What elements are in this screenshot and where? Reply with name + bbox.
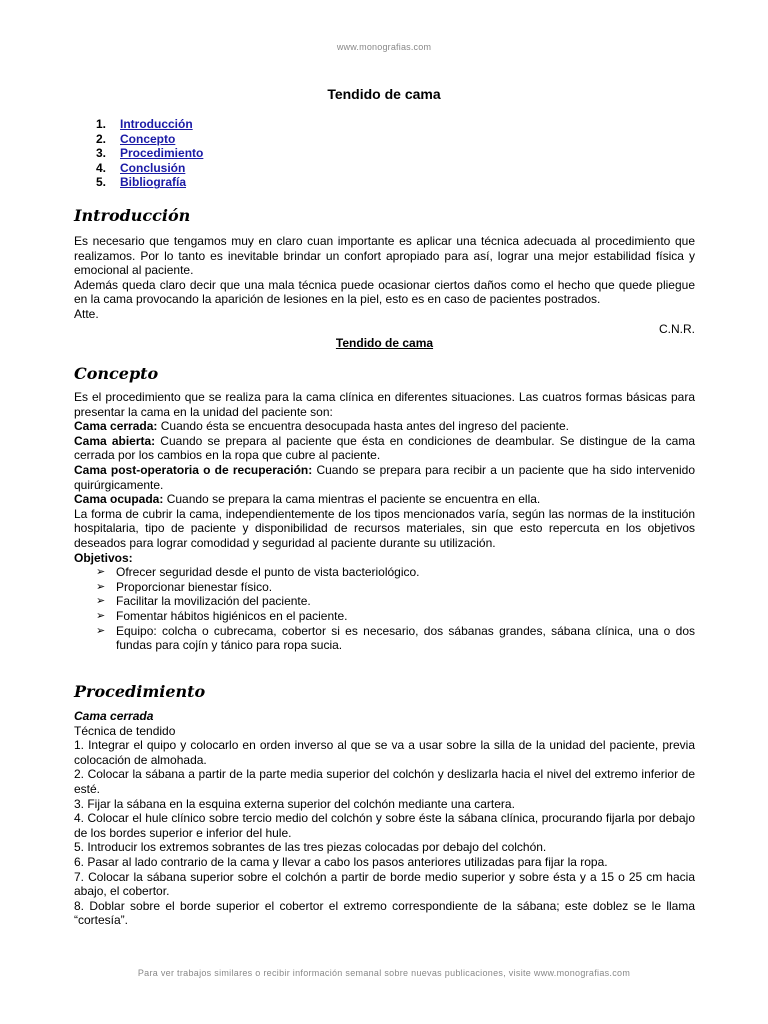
objetivos-label bbox=[74, 551, 695, 566]
list-item: ➢ Proporcionar bienestar físico. bbox=[96, 580, 695, 595]
toc-number: 1. bbox=[96, 117, 107, 131]
procedimiento-step: 3. Fijar la sábana en la esquina externa superior del colchón mediante una cartera. bbox=[74, 796, 515, 811]
toc-link-bibliografia[interactable]: Bibliografía bbox=[120, 175, 187, 190]
procedimiento-step: 2. Colocar la sábana a partir de la parte media superior del colchón y deslizarla hacia el nivel del extremo inferior de esté. bbox=[74, 767, 695, 796]
toc-link-concepto[interactable]: Concepto bbox=[120, 131, 176, 146]
toc-item bbox=[96, 132, 203, 147]
toc-item bbox=[96, 161, 203, 176]
concepto-paragraph-1: Es el procedimiento que se realiza para la cama clínica en diferentes situaciones. Las cuatros formas básicas para presentar la cama en la unidad del paciente son: bbox=[74, 390, 695, 419]
concepto-cama-cerrada bbox=[74, 419, 695, 434]
concepto-cama-ocupada bbox=[74, 492, 695, 507]
list-item: ➢ Ofrecer seguridad desde el punto de vista bacteriológico. bbox=[96, 565, 695, 580]
intro-paragraph-2: Además queda claro decir que una mala técnica puede ocasionar ciertos daños como el hecho que quede pliegue en la cama provocando la aparición de lesiones en la piel, esto es en caso de pacientes postrados. bbox=[74, 277, 695, 307]
objetivos-label-text: Objetivos: bbox=[74, 550, 133, 565]
cama-postop-label: Cama post-operatoria o de recuperación: bbox=[74, 462, 313, 477]
concepto-cama-abierta bbox=[74, 434, 695, 463]
cama-ocupada-label: Cama ocupada: bbox=[74, 492, 164, 507]
toc-link-procedimiento[interactable]: Procedimiento bbox=[120, 146, 204, 161]
section-procedimiento bbox=[74, 709, 695, 928]
cama-postop-text: Cuando se prepara para recibir a un paciente que ha sido intervenido quirúrgicamente. bbox=[74, 462, 695, 492]
heading-procedimiento: Procedimiento bbox=[74, 682, 206, 701]
page-header-url: www.monografias.com bbox=[336, 42, 432, 52]
list-item: ➢ Fomentar hábitos higiénicos en el paciente. bbox=[96, 609, 695, 624]
procedimiento-subheading: Cama cerrada bbox=[74, 709, 154, 723]
cama-cerrada-text: Cuando ésta se encuentra desocupada hasta antes del ingreso del paciente. bbox=[157, 419, 570, 434]
toc-number: 5. bbox=[96, 175, 107, 190]
toc-item bbox=[96, 175, 203, 190]
section-introduccion bbox=[74, 234, 695, 351]
cama-ocupada-text: Cuando se prepara la cama mientras el paciente se encuentra en ella. bbox=[163, 492, 541, 507]
intro-signature: C.N.R. bbox=[659, 321, 695, 336]
page-footer: Para ver trabajos similares o recibir información semanal sobre nuevas publicaciones, visite www.monografias.com bbox=[137, 968, 631, 978]
procedimiento-step: 7. Colocar la sábana superior sobre el colchón a partir de borde medio superior y sobre ésta y a 15 o 25 cm hacia abajo, el cobertor. bbox=[74, 869, 695, 899]
heading-introduccion: Introducción bbox=[74, 206, 191, 225]
procedimiento-step: 8. Doblar sobre el borde superior el cobertor el extremo correspondiente de la sábana; este doblez se le llama “cortesía”. bbox=[74, 898, 695, 928]
intro-paragraph-1: Es necesario que tengamos muy en claro cuan importante es aplicar una técnica adecuada al procedimiento que realizamos. Por lo tanto es inevitable brindar un confort apropiado para así, lograr una mejor estabilidad física y emocional al paciente. bbox=[74, 234, 695, 278]
list-item: ➢ Facilitar la movilización del paciente. bbox=[96, 594, 695, 609]
procedimiento-step: 1. Integrar el quipo y colocarlo en orden inverso al que se va a usar sobre la silla de la unidad del paciente, previa colocación de almohada. bbox=[74, 738, 695, 767]
intro-atte: Atte. bbox=[74, 306, 99, 321]
cama-abierta-text: Cuando se prepara al paciente que ésta en condiciones de deambular. Se distingue de la cama cerrada por los cambios en la ropa que cubre al paciente. bbox=[74, 433, 695, 463]
procedimiento-step: 4. Colocar el hule clínico sobre tercio medio del colchón y sobre éste la sábana clínica, procurando fijarla por debajo de los bordes superior e inferior del hule. bbox=[74, 811, 695, 840]
objetivos-list bbox=[74, 565, 695, 653]
toc-link-conclusion[interactable]: Conclusión bbox=[120, 160, 186, 175]
concepto-cama-postop bbox=[74, 463, 695, 492]
cama-cerrada-label: Cama cerrada: bbox=[74, 419, 158, 434]
toc-number: 3. bbox=[96, 146, 107, 161]
document-title: Tendido de cama bbox=[327, 86, 441, 102]
procedimiento-step: 5. Introducir los extremos sobrantes de las tres piezas colocadas por debajo del colchón. bbox=[74, 840, 547, 855]
toc-number: 2. bbox=[96, 131, 107, 146]
toc-item bbox=[96, 117, 203, 132]
heading-concepto: Concepto bbox=[74, 364, 159, 383]
procedimiento-step: 6. Pasar al lado contrario de la cama y llevar a cabo los pasos anteriores utilizadas para fijar la ropa. bbox=[74, 854, 608, 869]
procedimiento-tecnica: Técnica de tendido bbox=[74, 723, 176, 738]
cama-abierta-label: Cama abierta: bbox=[74, 433, 156, 448]
toc-item bbox=[96, 146, 203, 161]
toc-number: 4. bbox=[96, 160, 107, 175]
concepto-paragraph-2: La forma de cubrir la cama, independientemente de los tipos mencionados varía, según las normas de la institución hospitalaria, tipo de paciente y disponibilidad de recursos materiales, sin que esto repercuta en los objetivos deseados para lograr comodidad y seguridad al paciente durante su utilización. bbox=[74, 506, 695, 550]
section-concepto bbox=[74, 390, 695, 653]
table-of-contents bbox=[96, 117, 203, 190]
list-item: ➢ Equipo: colcha o cubrecama, cobertor si es necesario, dos sábanas grandes, sábana clínica, una o dos fundas para cojín y tánico para ropa sucia. bbox=[96, 624, 695, 653]
toc-link-introduccion[interactable]: Introducción bbox=[120, 117, 193, 131]
intro-subtitle: Tendido de cama bbox=[335, 336, 434, 351]
